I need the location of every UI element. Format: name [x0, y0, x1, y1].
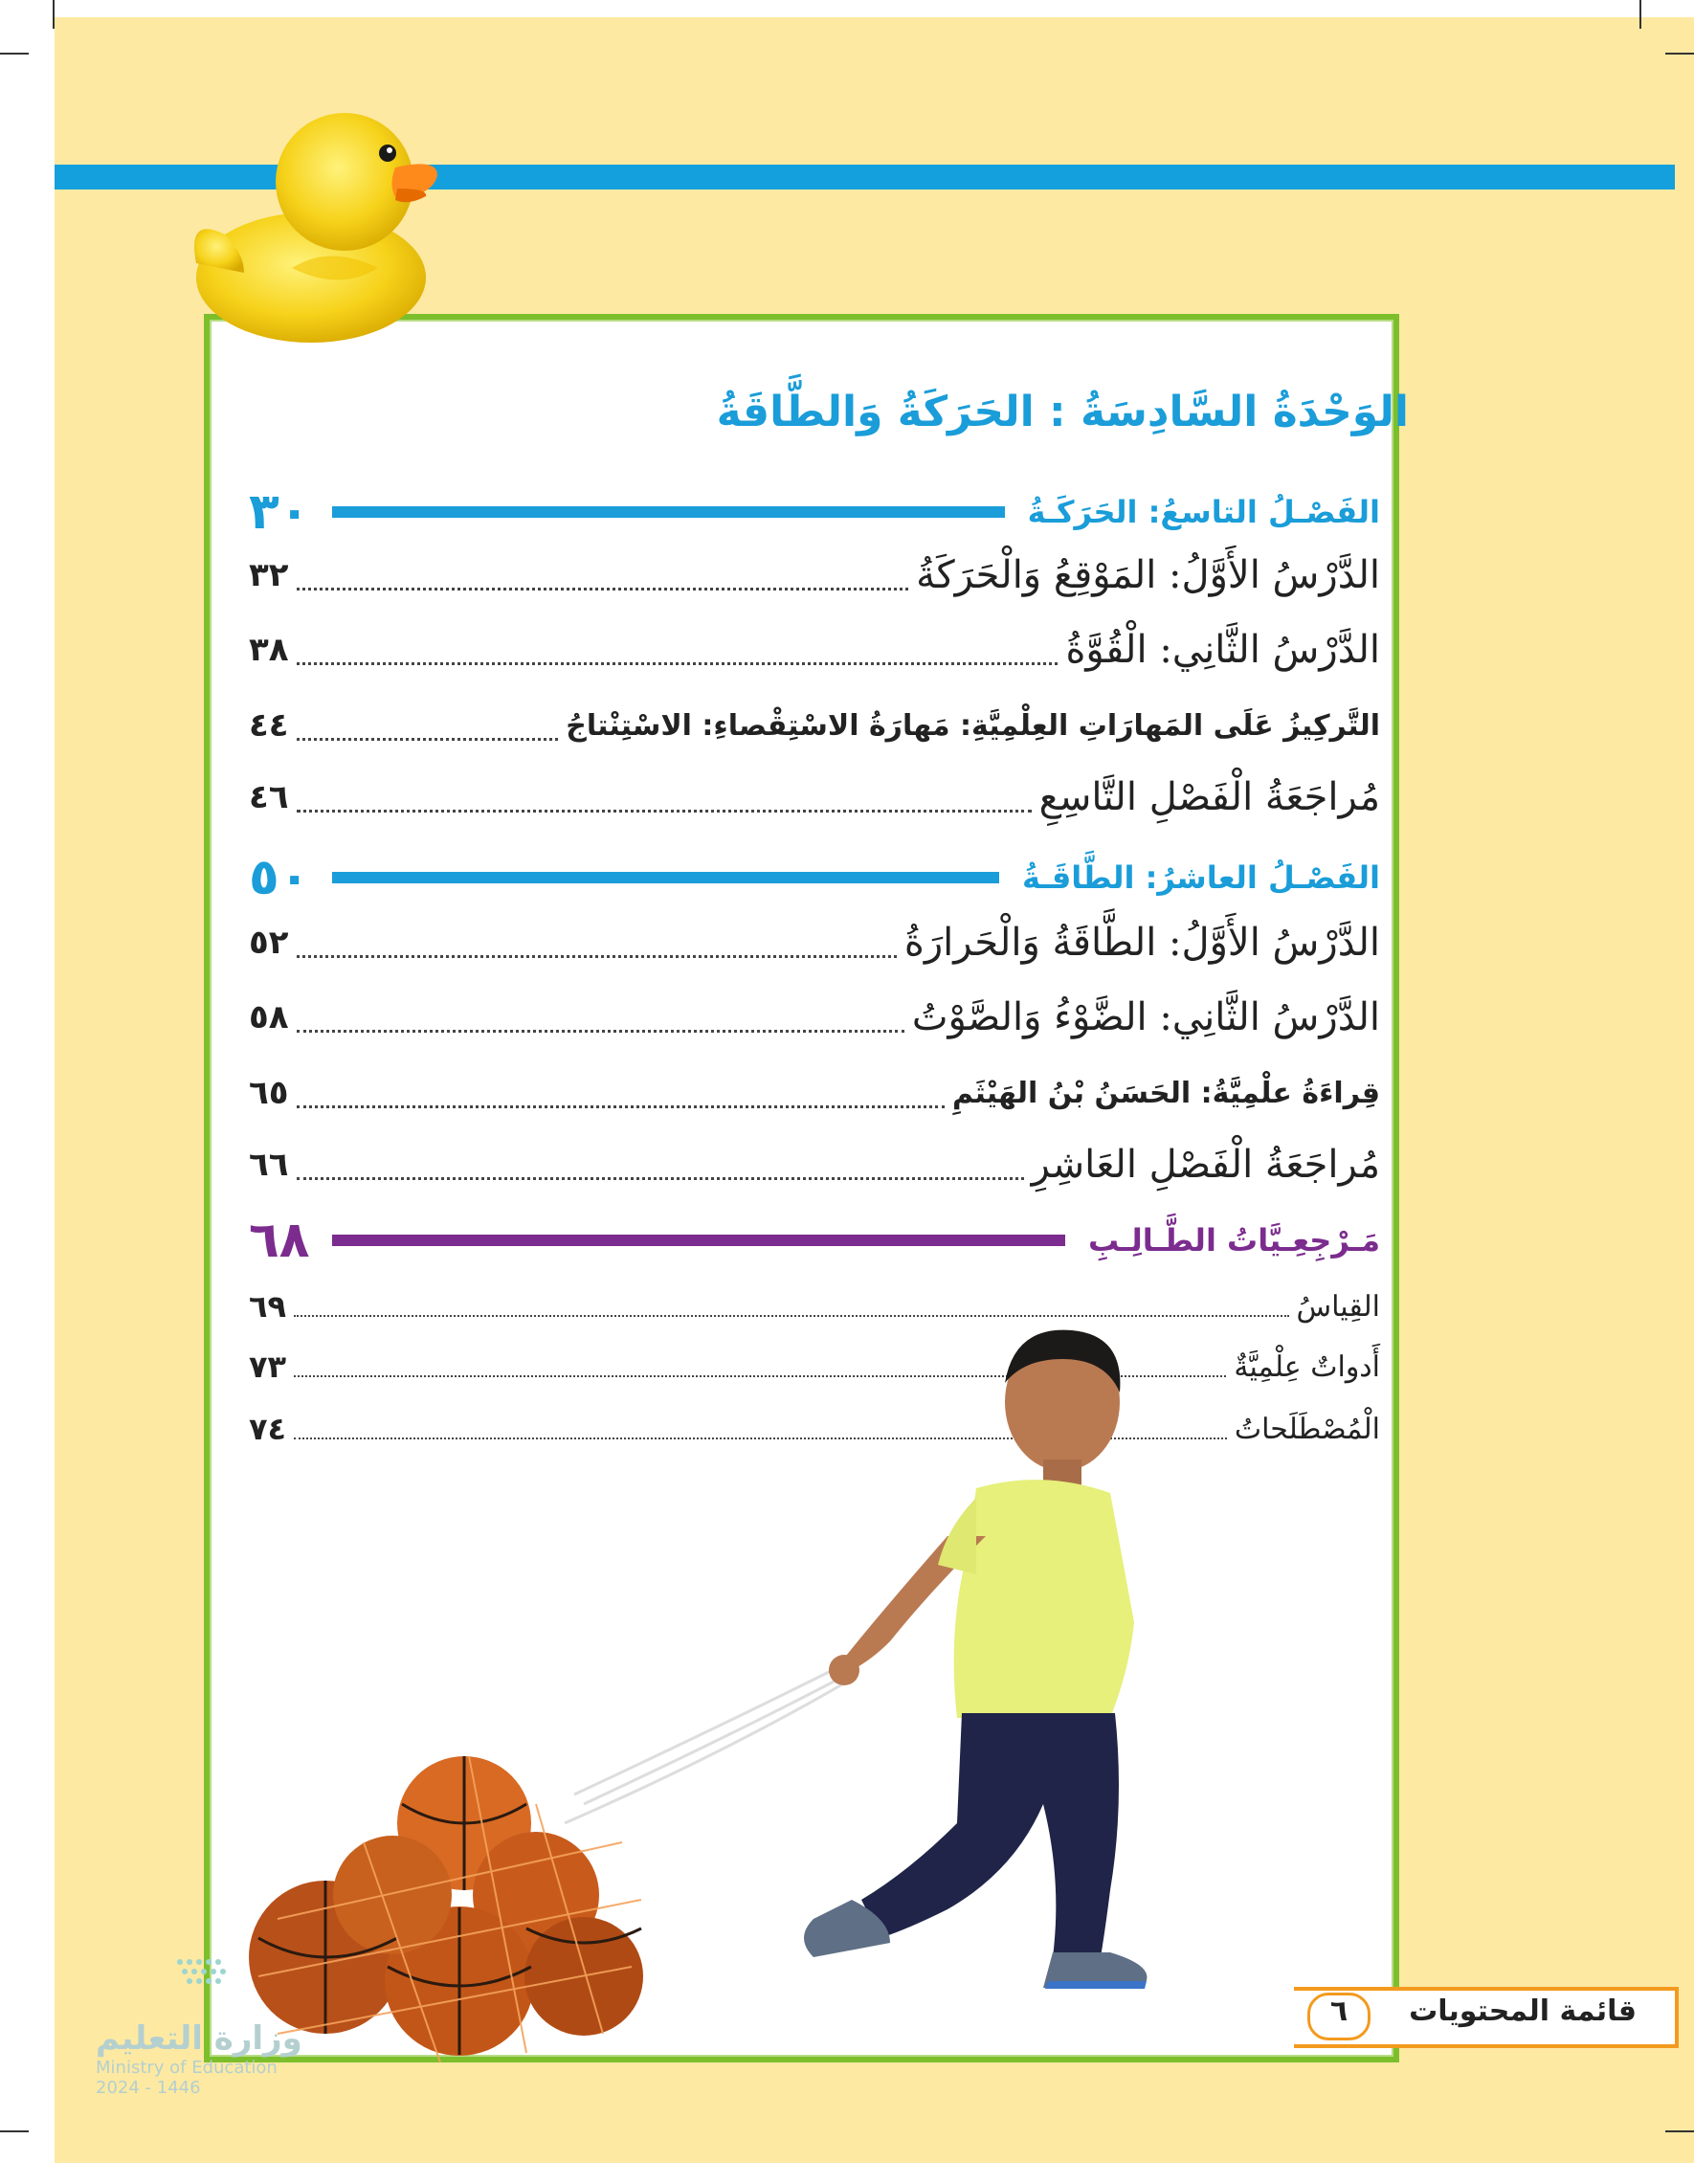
toc-entry-page: ٣٨ [249, 631, 289, 669]
dot-leader [297, 738, 559, 741]
boy-pulling-basketballs-illustration [220, 1306, 1177, 2072]
rubber-duck-illustration [187, 100, 445, 349]
dot-leader [297, 810, 1032, 813]
toc-entry-page: ٧٤ [249, 1411, 287, 1447]
chapter-10-bar [332, 872, 998, 883]
dot-leader [297, 955, 897, 958]
footer-page-number: ٦ [1329, 1995, 1349, 2028]
chapter-9-bar [332, 506, 1004, 518]
toc-entry-page: ٤٦ [249, 778, 289, 816]
toc-entry-label: القِياسُ [1296, 1289, 1380, 1324]
dot-leader [297, 1177, 1024, 1180]
dot-leader [297, 662, 1059, 665]
chapter-9-title: الفَصْـلُ التاسعُ: الحَرَكَـةُ [1027, 494, 1380, 530]
toc-entry-label: الْمُصْطَلَحاتُ [1234, 1412, 1380, 1446]
toc-entry-label: قِراءَةُ علْمِيَّةُ: الحَسَنُ بْنُ الهَيْثَمِ [951, 1076, 1380, 1110]
toc-entry-ch9-skills[interactable] [249, 706, 1380, 745]
student-references-bar [332, 1235, 1064, 1246]
toc-entry-ch10-review[interactable] [249, 1143, 1380, 1187]
toc-entry-page: ٧٣ [249, 1348, 287, 1385]
toc-entry-page: ٦٩ [249, 1288, 287, 1325]
chapter-10-heading[interactable] [249, 849, 1380, 906]
crop-mark [0, 2130, 29, 2132]
crop-mark [53, 0, 55, 29]
chapter-10-title: الفَصْـلُ العاشرُ: الطَّاقَـةُ [1021, 859, 1380, 896]
unit-title: الوَحْدَةُ السَّادِسَةُ : الحَرَكَةُ وَالطَّاقَةُ [716, 388, 1409, 436]
ministry-watermark [96, 2019, 302, 2098]
chapter-9-page: ٣٠ [249, 483, 310, 541]
crop-mark [1639, 0, 1641, 29]
toc-entry-page: ٥٢ [249, 924, 289, 962]
toc-entry-label: الدَّرْسُ الثَّانِي: الْقُوَّةُ [1065, 628, 1380, 672]
toc-entry-label: مُراجَعَةُ الْفَصْلِ التَّاسِعِ [1038, 775, 1380, 819]
ministry-name-english: Ministry of Education [96, 2058, 278, 2078]
toc-entry-page: ٦٥ [249, 1074, 289, 1112]
crop-mark [0, 53, 29, 55]
crop-mark [1665, 2130, 1694, 2132]
student-references-heading[interactable] [249, 1212, 1380, 1269]
ministry-name-arabic: وزارة التعليم [96, 2019, 302, 2058]
student-references-title: مَـرْجِعِـيَّاتُ الطَّـالِـبِ [1087, 1222, 1380, 1259]
toc-entry-ch9-review[interactable] [249, 775, 1380, 819]
toc-entry-label: الدَّرْسُ الثَّانِي: الضَّوْءُ وَالصَّوْتُ [911, 995, 1380, 1039]
student-references-page: ٦٨ [249, 1212, 310, 1269]
toc-entry-ch10-reading[interactable] [249, 1074, 1380, 1112]
toc-entry-label: الدَّرْسُ الأَوَّلُ: المَوْقِعُ وَالْحَرَكَةُ [916, 553, 1380, 597]
toc-entry-ch9-lesson2[interactable] [249, 628, 1380, 672]
dot-leader [297, 588, 909, 591]
toc-entry-page: ٦٦ [249, 1146, 289, 1184]
toc-entry-label: مُراجَعَةُ الْفَصْلِ العَاشِرِ [1031, 1143, 1380, 1187]
toc-entry-label: الدَّرْسُ الأَوَّلُ: الطَّاقَةُ وَالْحَرارَةُ [903, 921, 1380, 965]
toc-entry-label: التَّركِيزُ عَلَى المَهارَاتِ العِلْمِيَّةِ: مَهارَةُ الاسْتِقْصاءِ: الاسْتِنْتاجُ [566, 708, 1380, 743]
toc-entry-ch9-lesson1[interactable] [249, 553, 1380, 597]
toc-entry-ch10-lesson1[interactable] [249, 921, 1380, 965]
dot-leader [297, 1030, 904, 1033]
basketball-group [249, 1756, 643, 2062]
crop-mark [1665, 53, 1694, 55]
ministry-logo-icon [172, 1952, 249, 2000]
toc-entry-page: ٤٤ [249, 706, 289, 745]
footer-title: قائمة المحتويات [1409, 1995, 1637, 2028]
toc-entry-page: ٣٢ [249, 556, 289, 594]
chapter-9-heading[interactable] [249, 483, 1380, 541]
edition-year: 2024 - 1446 [96, 2078, 201, 2098]
toc-entry-ch10-lesson2[interactable] [249, 995, 1380, 1039]
toc-entry-label: أَدواتٌ عِلْمِيَّةٌ [1234, 1349, 1380, 1384]
toc-entry-page: ٥٨ [249, 998, 289, 1036]
chapter-10-page: ٥٠ [249, 849, 310, 906]
dot-leader [297, 1105, 945, 1108]
